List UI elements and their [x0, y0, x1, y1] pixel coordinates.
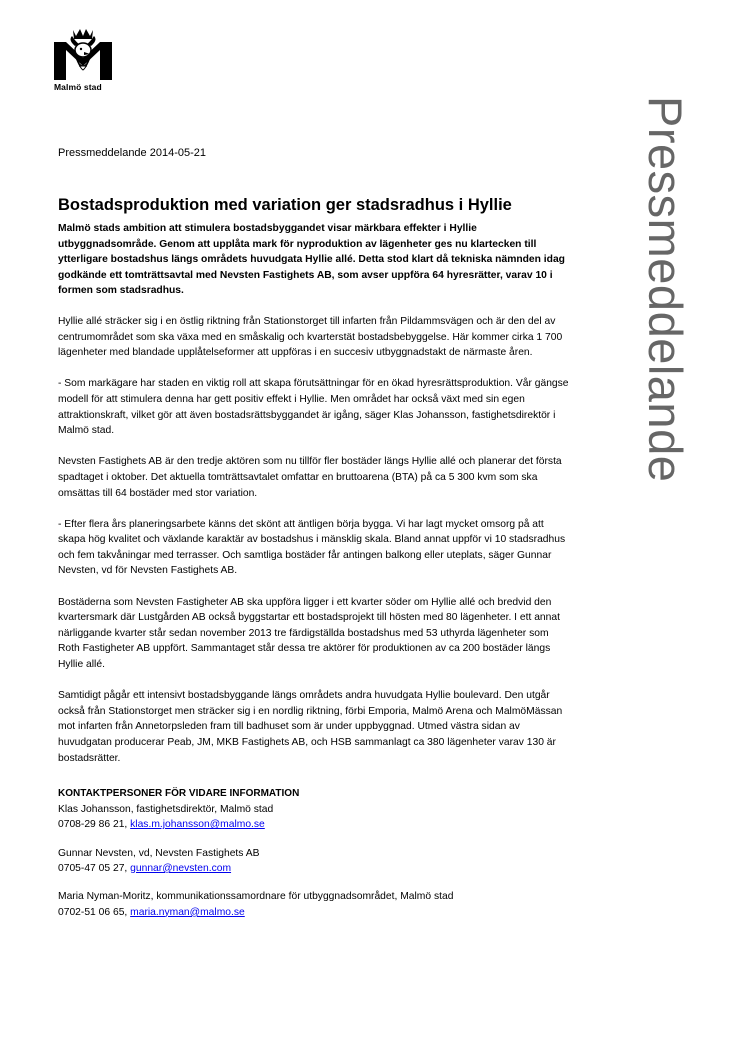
contacts-heading: KONTAKTPERSONER FÖR VIDARE INFORMATION	[58, 788, 300, 800]
side-title	[633, 96, 693, 536]
headline: Bostadsproduktion med variation ger stadsradhus i Hyllie	[58, 196, 512, 214]
contact-phone: 0708-29 86 21,	[58, 819, 131, 831]
contact-entry	[58, 802, 573, 833]
contact-name: Maria Nyman-Moritz, kommunikationssamordnare för utbyggnadsområdet, Malmö stad	[58, 891, 454, 903]
malmo-stad-logo	[54, 28, 116, 92]
paragraph: - Som markägare har staden en viktig roll att skapa förutsättningar för en ökad hyresrättsproduktion. Vår gängse modell för att stimulera denna har gett positiv effekt i Hyllie. Men området har också växt med sin egen attraktionskraft, vilket gör att även bostadsrättsbyggandet är igång, säger Klas Johansson, fastighetsdirektör i Malmö stad.	[58, 378, 569, 437]
date-line: Pressmeddelande 2014-05-21	[58, 147, 206, 159]
contact-name: Gunnar Nevsten, vd, Nevsten Fastighets AB	[58, 847, 260, 859]
contact-name: Klas Johansson, fastighetsdirektör, Malmö stad	[58, 803, 274, 815]
contact-email-link[interactable]: klas.m.johansson@malmo.se	[130, 819, 265, 831]
side-title-text: Pressmeddelande	[639, 96, 692, 483]
contact-phone: 0705-47 05 27,	[58, 862, 131, 874]
paragraph: Samtidigt pågår ett intensivt bostadsbyggande längs områdets andra huvudgata Hyllie boulevard. Den utgår också från Stationstorget men sträcker sig i en nordlig riktning, förbi Emporia, Malmö Arena och MalmöMässan mot infarten från Annetorpsleden fram till badhuset som är under uppbyggnad. Utmed västra sidan av huvudgatan producerar Peab, JM, MKB Fastighets AB, och HSB sammanlagt ca 380 lägenheter varav 130 är bostadsrätter.	[58, 690, 563, 764]
contact-line	[58, 905, 573, 920]
contact-line	[58, 817, 573, 832]
article	[58, 195, 573, 933]
contact-email-link[interactable]: gunnar@nevsten.com	[130, 862, 232, 874]
paragraph: Hyllie allé sträcker sig i en östlig riktning från Stationstorget till infarten från Pildammsvägen och är den del av centrumområdet som ska växa med en småskalig och kvarterstät bostadsbebyggelse. Här kommer cirka 1 700 lägenheter med blandade upplåtelseformer att uppföras i en succesiv utbyggnadstakt de närmaste åren.	[58, 315, 563, 359]
contact-line	[58, 861, 573, 876]
lead-paragraph: Malmö stads ambition att stimulera bostadsbyggandet visar märkbara effekter i Hyllie utbyggnadsområde. Genom att upplåta mark för nyproduktion av lägenheter ges nu klartecken till ytterligare bostadshus längs områdets huvudgata Hyllie allé. Detta stod klart då tekniska nämnden idag godkände ett tomträttsavtal med Nevsten Fastighets AB, som avser uppföra 64 hyresrätter, varav 10 i formen som stadsradhus.	[58, 223, 565, 297]
contact-phone: 0702-51 06 65,	[58, 906, 131, 918]
paragraph: - Efter flera års planeringsarbete känns det skönt att äntligen börja bygga. Vi har lagt mycket omsorg på att skapa hög kvalitet och växlande karaktär av bostadshus i mänsklig skala. Bland annat uppför vi 10 stadsradhus och fem takvåningar med terrasser. Och samtliga bostäder får antingen balkong eller uteplats, säger Gunnar Nevsten, vd för Nevsten Fastighets AB.	[58, 518, 566, 577]
contact-email-link[interactable]: maria.nyman@malmo.se	[130, 906, 245, 918]
contact-entry	[58, 846, 573, 877]
paragraph: Bostäderna som Nevsten Fastigheter AB ska uppföra ligger i ett kvarter söder om Hyllie allé och bredvid den kvartersmark där Lustgården AB också byggstartar ett bostadsprojekt till hösten med 80 lägenheter. I ett annat närliggande kvarter står sedan november 2013 tre färdigställda bostadshus med 53 uthyrda lägenheter som Roth Fastigheter AB uppfört. Sammantaget står dessa tre aktörer för produktionen av ca 200 bostäder längs Hyllie allé.	[58, 596, 560, 671]
contacts-section	[58, 787, 573, 920]
paragraph: Nevsten Fastighets AB är den tredje aktören som nu tillför fler bostäder längs Hyllie allé och planerar det första spadtaget i oktober. Det aktuella tomträttsavtalet omfattar en bruttoarena (BTA) på ca 5 300 kvm som ska omsättas till 64 bostäder med stor variation.	[58, 456, 562, 499]
contact-entry	[58, 889, 573, 920]
logo-text: Malmö stad	[54, 82, 102, 92]
griffin-crest-icon	[54, 28, 112, 80]
